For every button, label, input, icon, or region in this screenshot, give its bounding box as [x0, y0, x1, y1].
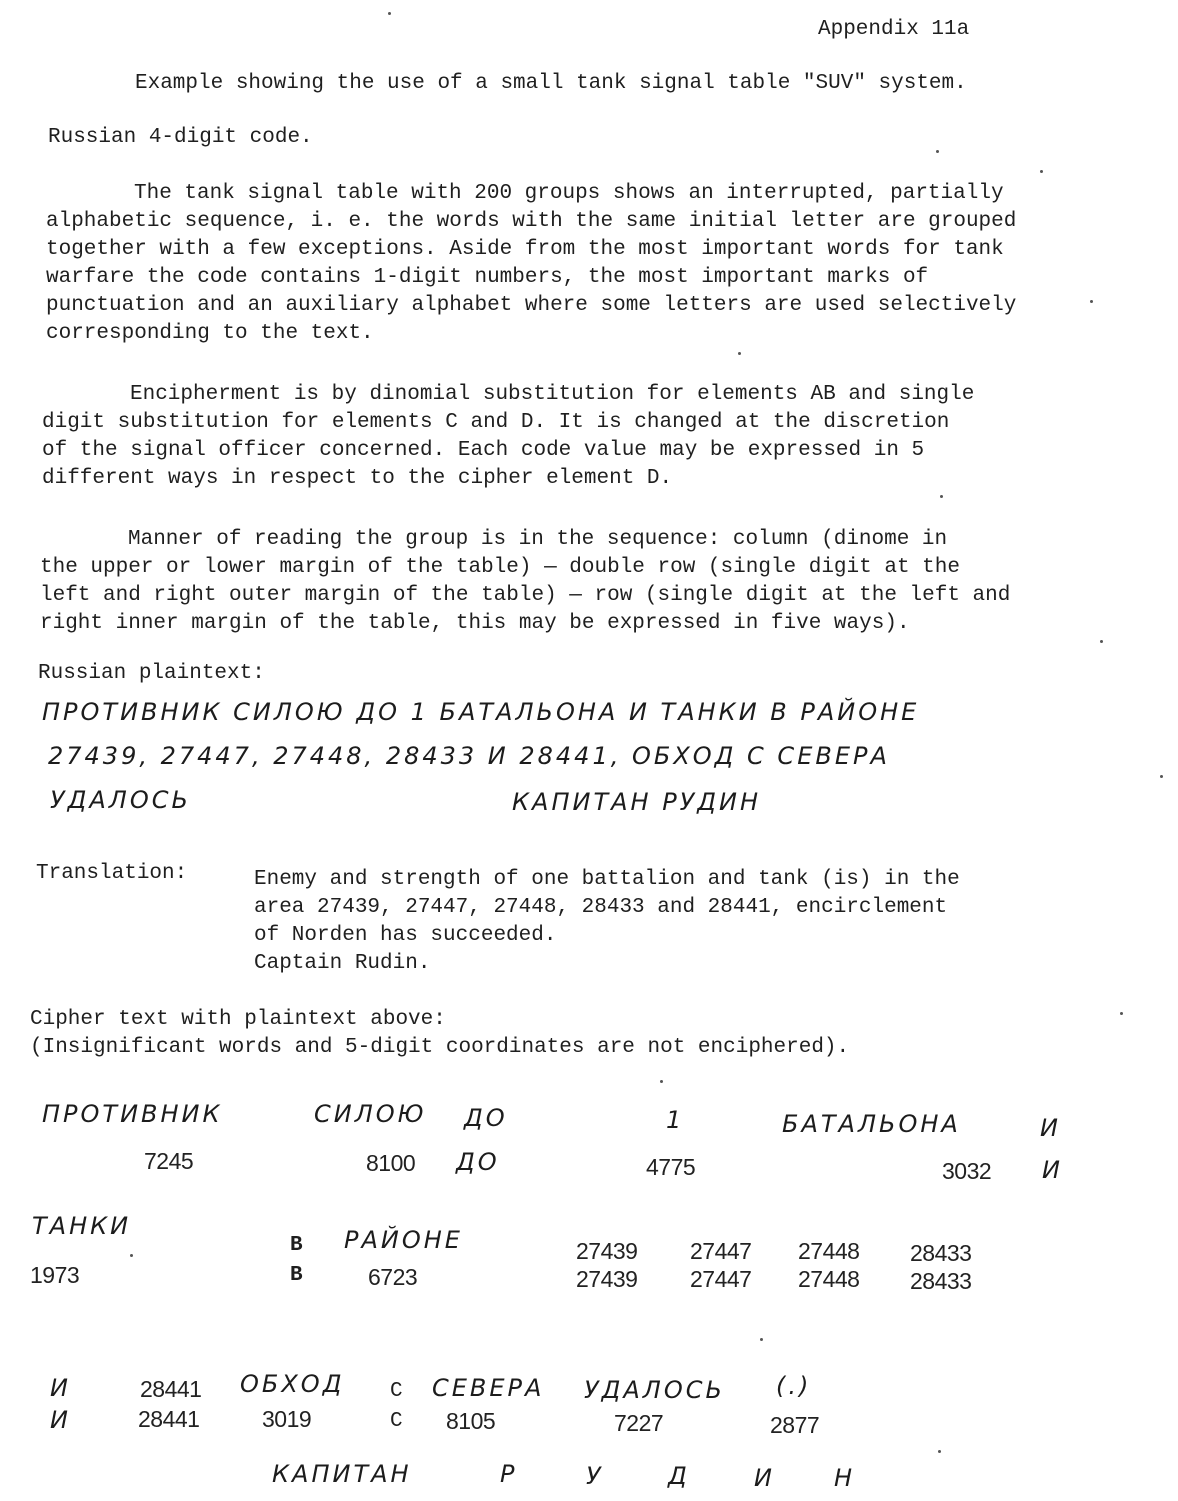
cipher-plain-word: С [390, 1380, 403, 1403]
translation-line: of Norden has succeeded. [254, 924, 557, 947]
scan-speck [738, 352, 741, 355]
scan-speck [1160, 775, 1163, 778]
cipher-code-group: 27448 [798, 1266, 860, 1292]
scan-speck [1090, 300, 1093, 303]
translation-line: area 27439, 27447, 27448, 28433 and 28441, encirclement [254, 896, 948, 919]
cipher-plain-word: В [290, 1234, 303, 1257]
cipher-plain-word: СЕВЕРА [432, 1374, 545, 1402]
paragraph-1 [46, 180, 1016, 348]
cipher-plain-word: 28441 [140, 1376, 202, 1402]
signature-letter: Р [500, 1460, 518, 1488]
cipher-code-group: 3032 [942, 1158, 992, 1184]
cipher-plain-word: БАТАЛЬОНА [782, 1110, 961, 1138]
cipher-plain-word: РАЙОНЕ [344, 1226, 463, 1254]
cipher-plain-word: 1 [666, 1106, 685, 1134]
cipher-code-group: 2877 [770, 1412, 820, 1438]
scan-speck [940, 495, 943, 498]
scan-speck [938, 1450, 941, 1453]
cipher-plain-word: И [50, 1374, 71, 1402]
scan-speck [1100, 640, 1103, 643]
paragraph-line: together with a few exceptions. Aside from the most important words for tank [46, 238, 1004, 261]
signature-letter: Н [834, 1464, 856, 1492]
cipher-code-group: 27439 [576, 1266, 638, 1292]
signature-letter: У [586, 1462, 604, 1490]
paragraph-line: punctuation and an auxiliary alphabet where some letters are used selectively [46, 294, 1017, 317]
cipher-plain-word: 27448 [798, 1238, 860, 1264]
cipher-code-group: 27447 [690, 1266, 752, 1292]
translation-label: Translation: [36, 862, 188, 885]
cipher-plain-word: И [1040, 1114, 1061, 1142]
cipher-plain-word: ДО [464, 1104, 508, 1132]
paragraph-line: left and right outer margin of the table) — row (single digit at the left and [40, 584, 1011, 607]
paragraph-line: of the signal officer concerned. Each code value may be expressed in 5 [42, 439, 925, 462]
scan-speck [936, 150, 939, 153]
signature-letter: И [754, 1464, 775, 1492]
cipher-code-group: 28441 [138, 1406, 200, 1432]
cipher-plain-word: ОБХОД [240, 1370, 345, 1398]
cipher-plain-word: 28433 [910, 1240, 972, 1266]
paragraph-line: warfare the code contains 1-digit numbers, the most important marks of [46, 266, 929, 289]
cipher-code-group: 8100 [366, 1150, 416, 1176]
paragraph-line: digit substitution for elements C and D. It is changed at the discretion [42, 411, 950, 434]
appendix-label: Appendix 11a [818, 18, 970, 41]
cipher-plain-word: 27439 [576, 1238, 638, 1264]
scan-speck [660, 1080, 663, 1083]
paragraph-line: different ways in respect to the cipher element D. [42, 467, 673, 490]
cipher-code-group: 8105 [446, 1408, 496, 1434]
cipher-code-group: 7245 [144, 1148, 194, 1174]
cipher-code-group: И [1042, 1156, 1063, 1184]
cipher-code-group: 3019 [262, 1406, 312, 1432]
plaintext-label: Russian plaintext: [38, 662, 265, 685]
plaintext-line-2: 27439, 27447, 27448, 28433 И 28441, ОБХОД С СЕВЕРА [48, 742, 890, 770]
cipher-intro-line-1: Cipher text with plaintext above: [30, 1008, 446, 1031]
paragraph-line: alphabetic sequence, i. e. the words with the same initial letter are grouped [46, 210, 1017, 233]
translation-line: Captain Rudin. [254, 952, 431, 975]
cipher-code-group: 7227 [614, 1410, 664, 1436]
paragraph-line: the upper or lower margin of the table) — double row (single digit at the [40, 556, 960, 579]
cipher-plain-word: ТАНКИ [32, 1212, 132, 1240]
cipher-code-group: 6723 [368, 1264, 418, 1290]
document-title: Example showing the use of a small tank signal table "SUV" system. [135, 72, 967, 95]
cipher-plain-word: СИЛОЮ [314, 1100, 427, 1128]
cipher-plain-word: УДАЛОСЬ [584, 1376, 725, 1404]
scan-speck [130, 1254, 133, 1257]
scan-speck [1040, 170, 1043, 173]
scan-speck [1120, 1012, 1123, 1015]
plaintext-line-3-left: УДАЛОСЬ [50, 786, 191, 814]
translation-text [254, 866, 960, 978]
cipher-code-group: В [290, 1264, 303, 1287]
cipher-code-group: 4775 [646, 1154, 696, 1180]
paragraph-3 [40, 526, 1010, 638]
plaintext-line-1: ПРОТИВНИК СИЛОЮ ДО 1 БАТАЛЬОНА И ТАНКИ В РАЙОНЕ [42, 698, 920, 726]
cipher-code-group: ДО [456, 1148, 500, 1176]
paragraph-line: The tank signal table with 200 groups shows an interrupted, partially [134, 182, 1004, 205]
paragraph-line: Manner of reading the group is in the sequence: column (dinome in [128, 528, 948, 551]
document-subtitle: Russian 4-digit code. [48, 126, 313, 149]
cipher-intro-line-2: (Insignificant words and 5-digit coordinates are not enciphered). [30, 1036, 850, 1059]
cipher-plain-word: ПРОТИВНИК [42, 1100, 223, 1128]
paragraph-2 [42, 381, 974, 493]
cipher-plain-word: 27447 [690, 1238, 752, 1264]
cipher-code-group: С [390, 1410, 403, 1433]
cipher-plain-word: (.) [776, 1372, 812, 1400]
cipher-code-group: И [50, 1406, 71, 1434]
paragraph-line: right inner margin of the table, this may be expressed in five ways). [40, 612, 910, 635]
cipher-code-group: 28433 [910, 1268, 972, 1294]
signature-letter: Д [668, 1462, 690, 1490]
cipher-code-group: 1973 [30, 1262, 80, 1288]
plaintext-line-3-right: КАПИТАН РУДИН [512, 788, 762, 816]
translation-line: Enemy and strength of one battalion and tank (is) in the [254, 868, 960, 891]
signature-word: КАПИТАН [272, 1460, 412, 1488]
paragraph-line: corresponding to the text. [46, 322, 374, 345]
scan-speck [760, 1338, 763, 1341]
scan-speck [388, 12, 391, 15]
paragraph-line: Encipherment is by dinomial substitution for elements AB and single [130, 383, 975, 406]
